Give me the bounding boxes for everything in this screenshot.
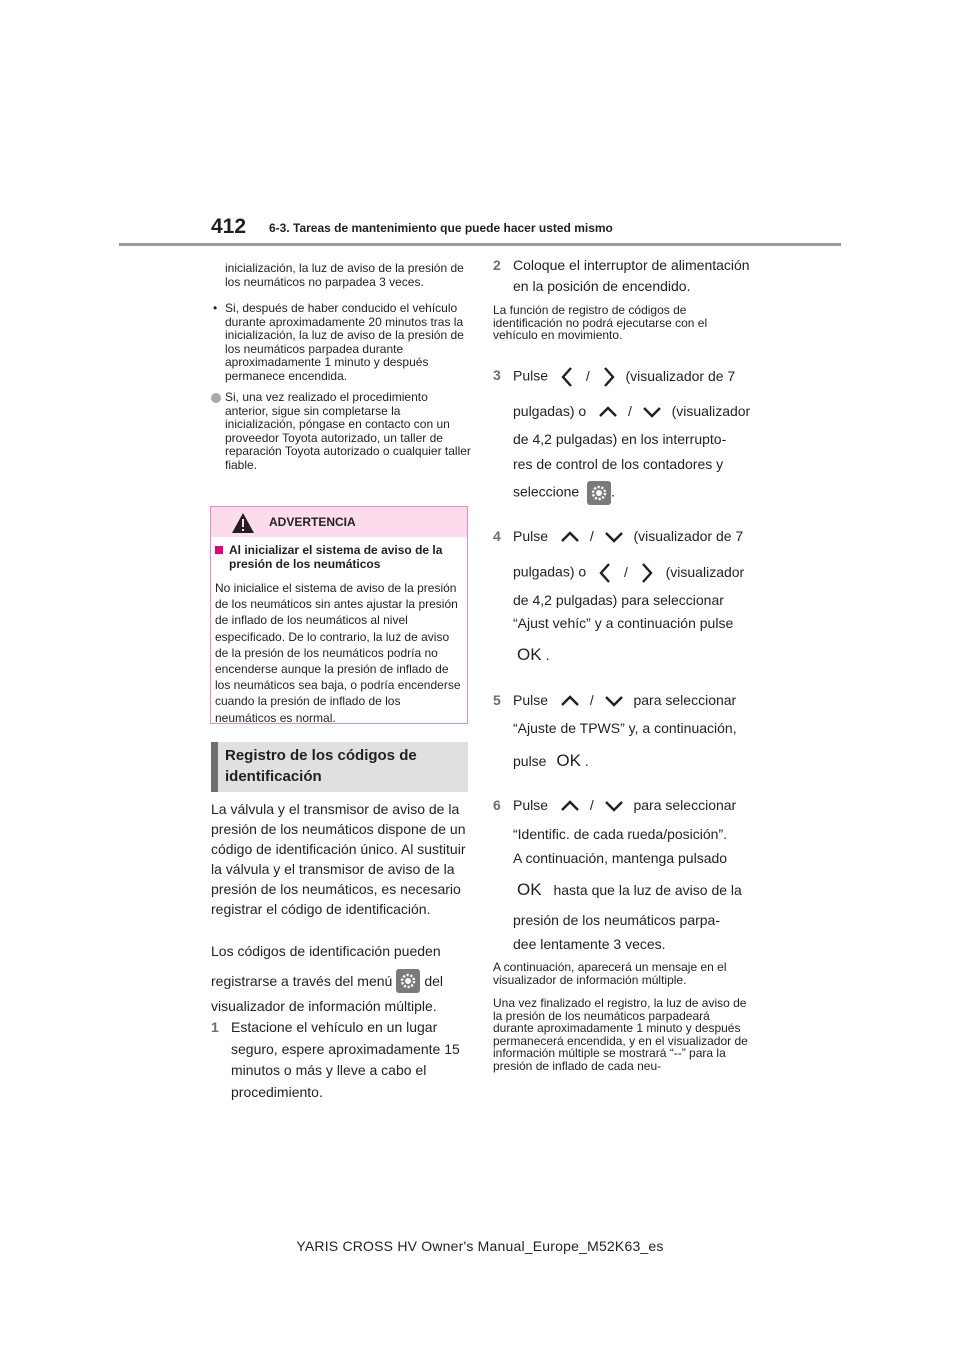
period-text: . (545, 647, 550, 663)
step-3-l1b: (visualizador de 7 (625, 367, 736, 384)
step-5-pulse: Pulse (513, 692, 549, 708)
step-6-line-5: presión de los neumáticos parpa- (513, 912, 721, 928)
slash-text: / (589, 797, 594, 813)
step-4-number: 4 (493, 528, 501, 544)
step-3-l2a: pulgadas) o (513, 403, 587, 419)
period-text: . (584, 753, 589, 769)
codes-line-2 (211, 969, 471, 993)
circle-item-text: Si, una vez realizado el procedimiento anterior, sigue sin completarse la inicialización, póngase en contacto con un proveedor Toyota autorizado, un taller de reparación Toyota autorizado o cualquier taller fiable. (225, 390, 471, 472)
chevron-up-icon (560, 695, 580, 707)
step-5-line-2: “Ajuste de TPWS” y, a continuación, (513, 720, 737, 736)
section-heading (211, 742, 468, 792)
step-4-line-1 (513, 527, 743, 545)
step-6-line-4 (517, 881, 742, 899)
step-6-l4b: hasta que la luz de aviso de la (553, 882, 742, 898)
period-text: . (611, 483, 615, 500)
step-6-number: 6 (493, 797, 501, 813)
step-3-line-4: res de control de los contadores y (513, 456, 724, 472)
step-2-number: 2 (493, 257, 501, 273)
warning-title: ADVERTENCIA (269, 515, 356, 529)
circle-bullet-icon (211, 393, 221, 403)
step-6-note-2: Una vez finalizado el registro, la luz de aviso de la presión de los neumáticos parpadeará durante aproximadamente 1 minuto y después permanecerá encendida, y en el visualizador de información múltiple se mostrará “--” para la presión de inflado de cada neu- (493, 996, 748, 1073)
step-5-number: 5 (493, 692, 501, 708)
square-bullet-icon (215, 546, 223, 554)
step-4-line-3: de 4,2 pulgadas) para seleccionar (513, 592, 724, 608)
chevron-down-icon (604, 800, 624, 812)
chevron-down-icon (642, 406, 662, 418)
chevron-left-icon (598, 562, 612, 584)
step-6-pulse: Pulse (513, 797, 549, 813)
chevron-down-icon (604, 695, 624, 707)
step-4-line-5 (517, 646, 549, 664)
step-1 (211, 1017, 471, 1103)
step-6-line-2: “Identific. de cada rueda/posición”. (513, 826, 728, 842)
step-1-number: 1 (211, 1019, 219, 1035)
chevron-right-icon (602, 366, 616, 388)
step-6-l1b: para seleccionar (633, 797, 737, 813)
step-4-l1b: (visualizador de 7 (633, 528, 744, 544)
section-heading-title: Registro de los códigos de identificación (225, 747, 417, 785)
footer-manual-id: YARIS CROSS HV Owner's Manual_Europe_M52K63_es (296, 1238, 664, 1254)
slash-text: / (623, 563, 628, 580)
step-3-line-5 (513, 481, 615, 505)
chevron-up-icon (598, 406, 618, 418)
settings-gear-icon (396, 969, 420, 993)
step-6-line-3: A continuación, mantenga pulsado (513, 850, 728, 866)
slash-text: / (589, 528, 594, 544)
codes-line-2a: registrarse a través del menú (211, 973, 393, 989)
step-3-number: 3 (493, 367, 501, 383)
bullet-mark: • (213, 301, 218, 315)
settings-gear-icon (587, 481, 611, 505)
chevron-left-icon (560, 366, 574, 388)
slash-text: / (585, 367, 590, 384)
step-5-l1b: para seleccionar (633, 692, 737, 708)
step-3-line-1 (513, 366, 735, 388)
step-3-line-3: de 4,2 pulgadas) en los interrupto- (513, 431, 727, 447)
step-4-line-2 (513, 562, 744, 584)
circle-item (211, 391, 471, 473)
chevron-right-icon (640, 562, 654, 584)
warning-box (210, 506, 468, 724)
step-4-line-4: “Ajust vehíc” y a continuación pulse (513, 615, 734, 631)
bullet-text: Si, después de haber conducido el vehículo durante aproximadamente 20 minutos tras la inicialización, la luz de aviso de la presión de los neumáticos parpadea durante aproximadamente 1 minuto y después permanece encendida. (225, 301, 464, 383)
warning-subheading (215, 543, 465, 571)
ok-button-icon: OK (556, 751, 581, 770)
step-2 (493, 255, 758, 297)
warning-body: No inicialice el sistema de aviso de la presión de los neumáticos sin antes ajustar la presión de inflado de los neumáticos al nivel especificado. De lo contrario, la luz de aviso de la presión de los neumáticos podría no encenderse aunque la presión de inflado de los neumáticos sea baja, o podría encenderse cuando la presión de inflado de los neumáticos es normal. (215, 581, 461, 725)
continued-paragraph: inicialización, la luz de aviso de la presión de los neumáticos no parpadea 3 veces. (225, 261, 464, 289)
step-6-note-1: A continuación, aparecerá un mensaje en el visualizador de información múltiple. (493, 960, 727, 987)
slash-text: / (589, 692, 594, 708)
step-1-text: Estacione el vehículo en un lugar seguro, espere aproximadamente 15 minutos o más y lleve a cabo el procedimiento. (231, 1019, 460, 1100)
step-3-line-2 (513, 402, 750, 420)
chevron-up-icon (560, 531, 580, 543)
section-heading-bar (211, 742, 218, 792)
chevron-down-icon (604, 531, 624, 543)
step-2-text: Coloque el interruptor de alimentación en la posición de encendido. (513, 257, 750, 294)
warning-triangle-icon (231, 512, 255, 534)
step-4-pulse: Pulse (513, 528, 549, 544)
codes-line-3: visualizador de información múltiple. (211, 998, 437, 1014)
step-4-l2b: (visualizador (665, 563, 745, 580)
codes-line-2b: del (424, 973, 443, 989)
page-number: 412 (211, 215, 247, 238)
step-5-line-1 (513, 691, 736, 709)
step-3-pulse: Pulse (513, 367, 549, 384)
step-6-line-1 (513, 796, 736, 814)
warning-subheading-text: Al inicializar el sistema de aviso de la presión de los neumáticos (229, 543, 443, 571)
step-3-l2b: (visualizador (671, 403, 751, 419)
step-5-line-3 (513, 752, 589, 770)
ok-button-icon: OK (517, 880, 542, 899)
header-rule (119, 243, 841, 246)
chevron-up-icon (560, 800, 580, 812)
step-3-l5a: seleccione (513, 483, 580, 500)
warning-header (211, 507, 467, 537)
step-2-note: La función de registro de códigos de identificación no podrá ejecutarse con el vehículo en movimiento. (493, 303, 708, 343)
step-5-l3a: pulse (513, 753, 547, 769)
section-header: 6-3. Tareas de mantenimiento que puede hacer usted mismo (269, 221, 613, 235)
ok-button-icon: OK (517, 645, 542, 664)
bullet-item (213, 302, 471, 384)
intro-paragraph: La válvula y el transmisor de aviso de la presión de los neumáticos dispone de un código de identificación único. Al sustituir la válvula y el transmisor de aviso de la presión de los neumáticos, es necesario registrar el código de identificación. (211, 801, 466, 917)
codes-line-1: Los códigos de identificación pueden (211, 943, 441, 959)
step-4-l2a: pulgadas) o (513, 563, 587, 580)
step-6-line-6: dee lentamente 3 veces. (513, 936, 666, 952)
slash-text: / (627, 403, 632, 419)
